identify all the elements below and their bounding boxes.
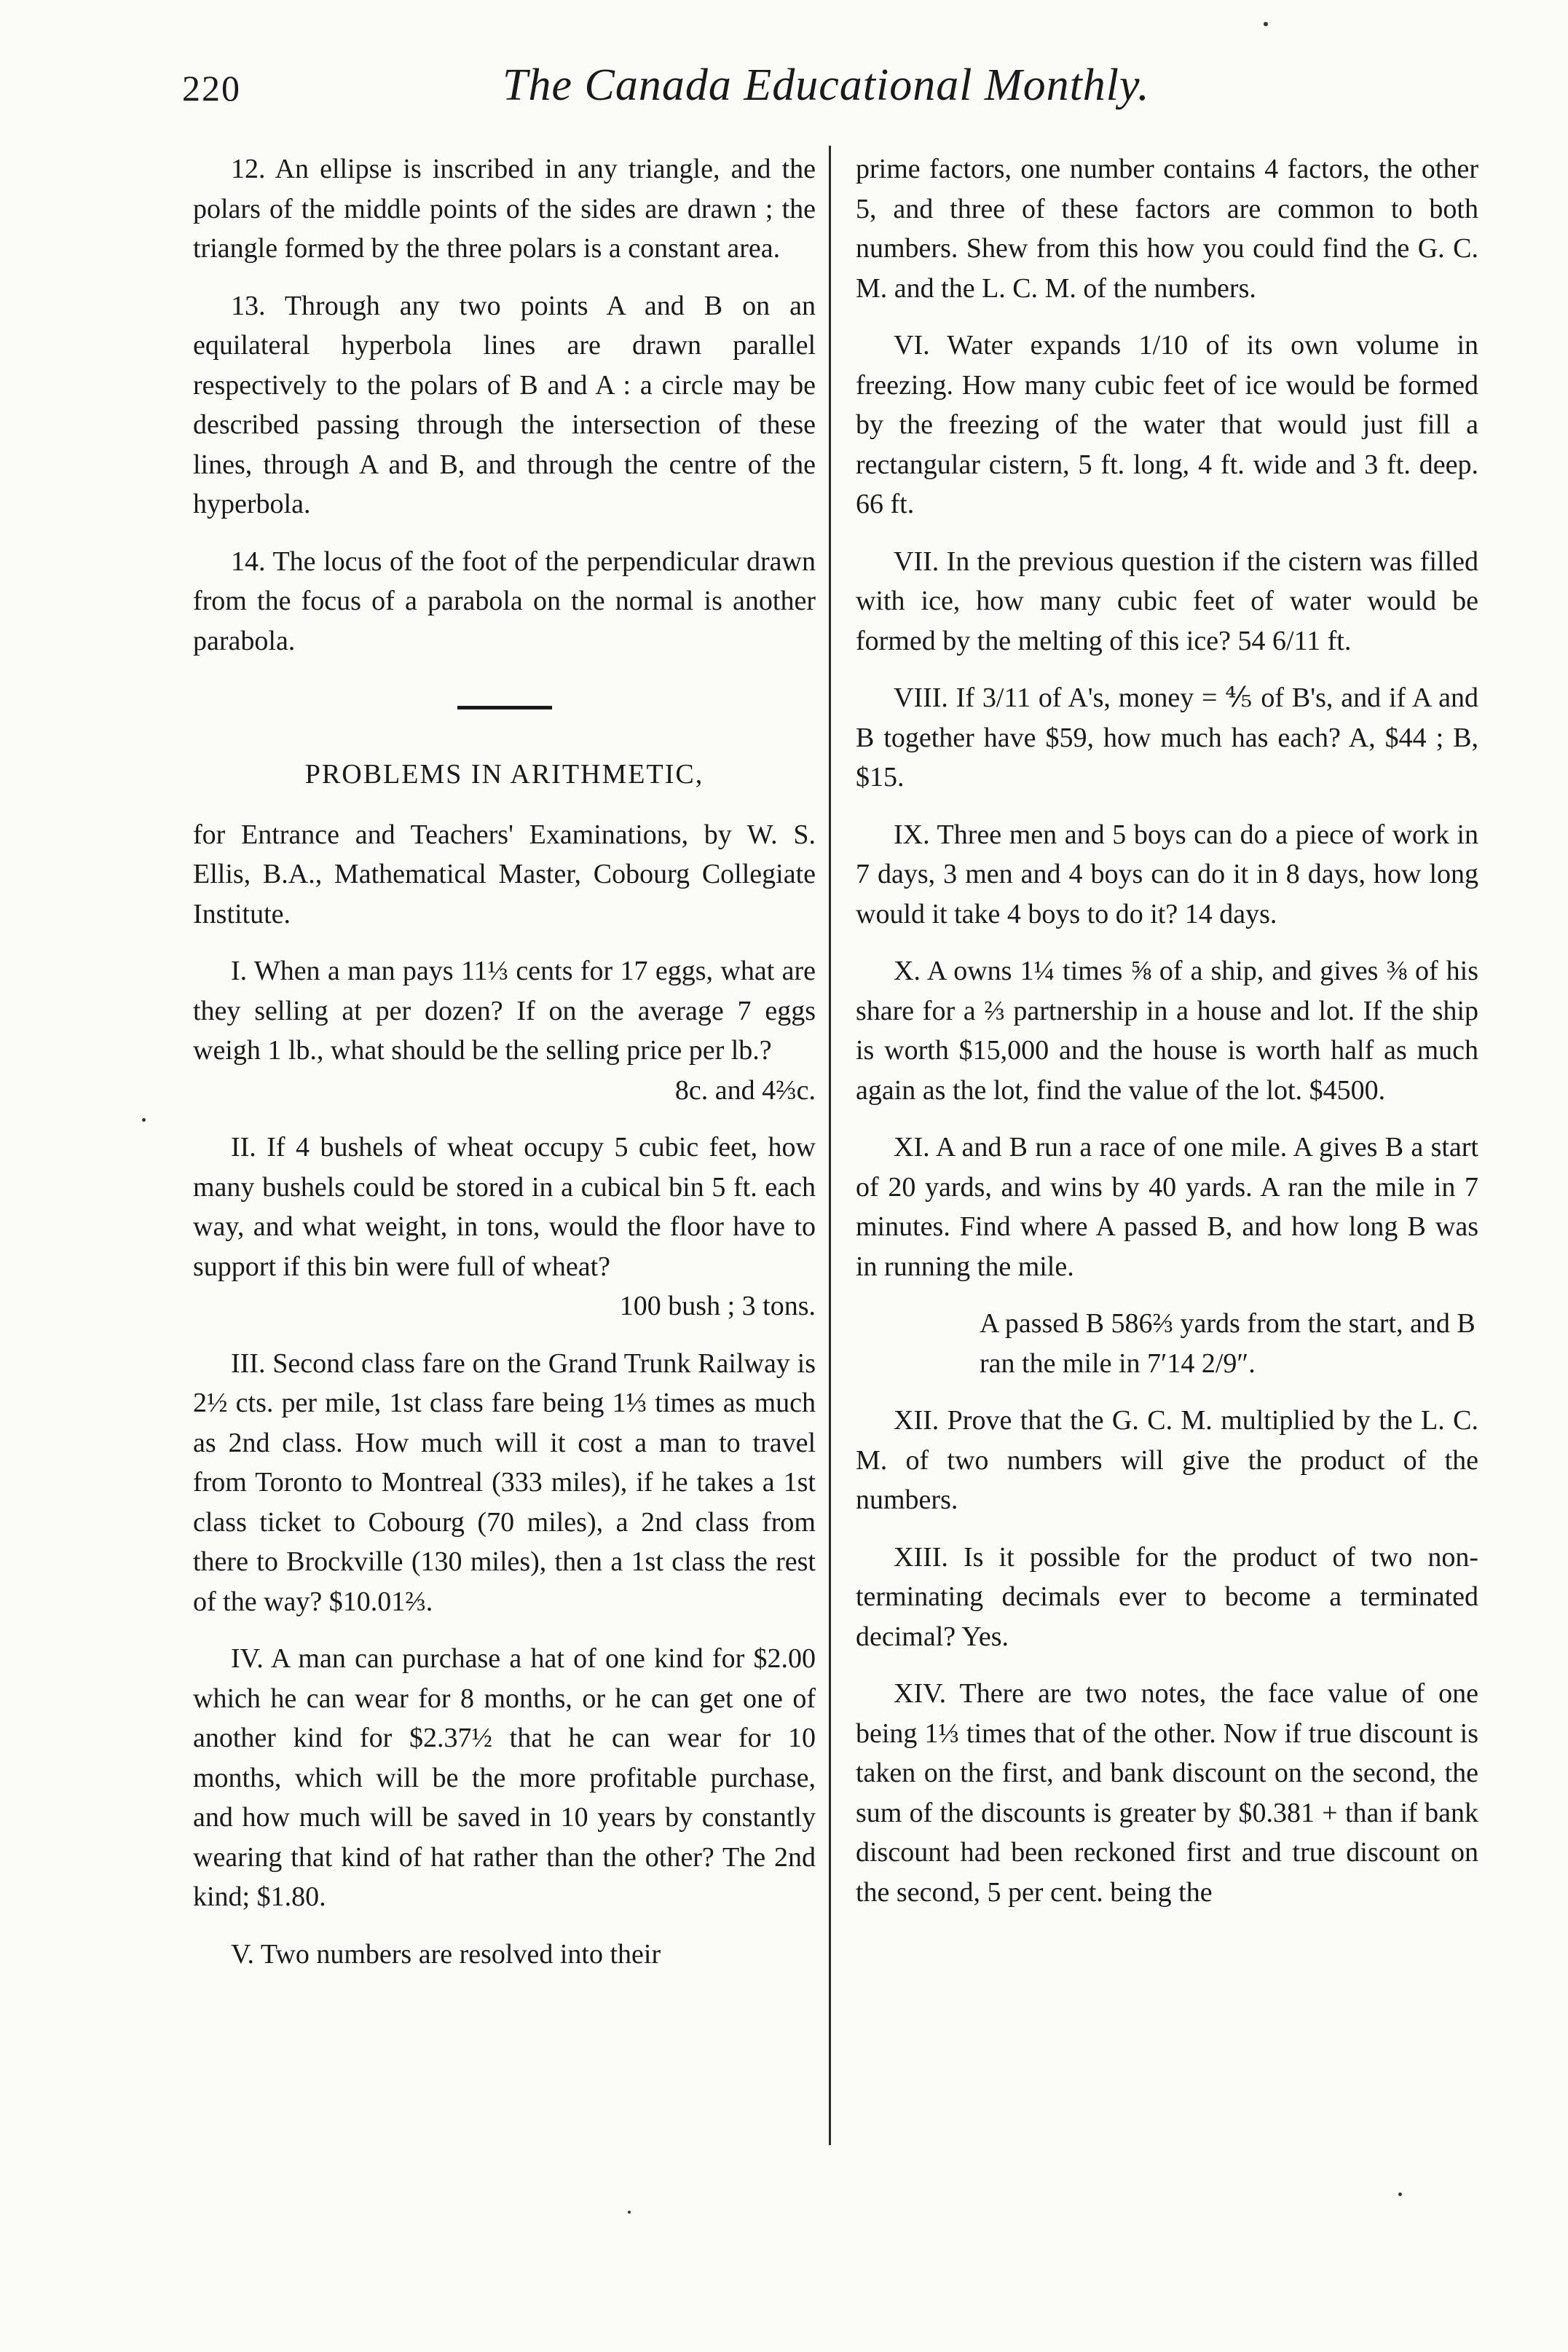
problem-XI [856,1128,1478,1286]
answer-I: 8c. and 4⅔c. [674,1074,816,1106]
answer-IX: 14 days. [1184,898,1277,929]
problem-VIII-text: VIII. If 3/11 of A's, money = ⅘ of B's, and if A and B together have $59, how much has each? [856,683,1478,753]
problem-XIII [856,1538,1478,1657]
problem-VI [856,326,1478,524]
problem-IV [193,1639,816,1917]
answer-X: $4500. [1309,1074,1386,1106]
problem-XIII-text: XIII. Is it possible for the product of two non-terminating decimals ever to become a terminated decimal? [856,1541,1478,1652]
left-column [193,149,816,1991]
column-divider [829,146,831,2145]
problem-13: 13. Through any two points A and B on an equilateral hyperbola lines are drawn parallel respectively to the polars of B and A : a circle may be described passing through the intersection of these lines, through A and B, and through the centre of the hyperbola. [193,290,816,519]
problem-IX [856,815,1478,935]
problem-I-text: I. When a man pays 11⅓ cents for 17 eggs, what are they selling at per dozen? If on the average 7 eggs weigh 1 lb., what should be the selling price per lb.? [193,956,816,1066]
right-column [856,149,1478,1930]
section-divider [457,706,552,709]
problem-VI-text: VI. Water expands 1/10 of its own volume in freezing. How many cubic feet of ice would be formed by the freezing of the water that would just fill a rectangular cistern, 5 ft. long, 4 ft. wide and 3 ft. deep. [856,330,1478,480]
problem-XIV: XIV. There are two notes, the face value of one being 1⅓ times that of the other. Now if true discount is taken on the first, and bank discount on the second, the sum of the discounts is greater by $0.381 + than if bank discount had been reckoned first and true discount on the second, 5 per cent. being the [856,1678,1478,1908]
page-header [182,60,1449,125]
answer-VIII: A, $44 ; B, $15. [856,722,1478,792]
answer-VII: 54 6/11 ft. [1237,625,1352,656]
answer-XI: A passed B 586⅔ yards from the start, and B ran the mile in 7′14 2/9″. [980,1308,1476,1379]
answer-XIII: Yes. [961,1621,1009,1652]
problem-IV-text: IV. A man can purchase a hat of one kind for $2.00 which he can wear for 8 months, or he can get one of another kind for $2.37½ that he can wear for 10 months, which will be the more profitable purchase, and how much will be saved in 10 years by constantly wearing that kind of hat rather than the other? [193,1643,816,1873]
problem-II-text: II. If 4 bushels of wheat occupy 5 cubic feet, how many bushels could be stored in a cubical bin 5 ft. each way, and what weight, in tons, would the floor have to support if this bin were full of wheat? [193,1132,816,1282]
page-number: 220 [182,68,241,109]
problem-IX-text: IX. Three men and 5 boys can do a piece of work in 7 days, 3 men and 4 boys can do it in 8 days, how long would it take 4 boys to do it? [856,819,1478,929]
problem-X [856,951,1478,1110]
problem-X-text: X. A owns 1¼ times ⅝ of a ship, and gives ⅜ of his share for a ⅔ partnership in a house and lot. If the ship is worth $15,000 and the house is worth half as much again as the lot, find the value of the lot. [856,956,1478,1106]
problem-XI-text: XI. A and B run a race of one mile. A gives B a start of 20 yards, and wins by 40 yards. A ran the mile in 7 minutes. Find where A passed B, and how long B was in running the mile. [856,1132,1478,1282]
answer-IV: The 2nd kind; $1.80. [193,1841,816,1912]
ink-speck [1264,22,1268,26]
answer-II: 100 bush ; 3 tons. [619,1291,816,1321]
problem-VII-text: VII. In the previous question if the cistern was filled with ice, how many cubic feet of water would be formed by the melting of this ice? [856,546,1478,656]
problem-I [193,951,816,1110]
problem-VIII [856,678,1478,798]
problem-V-continued: prime factors, one number contains 4 factors, the other 5, and three of these factors are common to both numbers. Shew from this how you could find the G. C. M. and the L. C. M. of the numbers. [856,154,1478,304]
problem-12: 12. An ellipse is inscribed in any triangle, and the polars of the middle points of the sides are drawn ; the triangle formed by the three polars is a constant area. [193,154,816,264]
problem-III [193,1344,816,1622]
problem-III-text: III. Second class fare on the Grand Trunk Railway is 2½ cts. per mile, 1st class fare being 1⅓ times as much as 2nd class. How much will it cost a man to travel from Toronto to Montreal (333 miles), if he takes a 1st class ticket to Cobourg (70 miles), a 2nd class from there to Brockville (130 miles), then a 1st class the rest of the way? [193,1348,816,1617]
problem-VII [856,542,1478,661]
section-title: PROBLEMS IN ARITHMETIC, [304,759,704,790]
problem-XII: XII. Prove that the G. C. M. multiplied by the L. C. M. of two numbers will give the product of the numbers. [856,1405,1478,1515]
ink-speck [1398,2192,1402,2196]
byline: for Entrance and Teachers' Examinations, by W. S. Ellis, B.A., Mathematical Master, Cobourg Collegiate Institute. [193,819,816,929]
answer-VI: 66 ft. [856,489,915,519]
running-title: The Canada Educational Monthly. [503,60,1150,110]
answer-III: $10.01⅔. [328,1586,433,1617]
problem-V: V. Two numbers are resolved into their [231,1938,661,1970]
ink-speck [628,2211,631,2214]
ink-speck [142,1118,146,1122]
problem-14: 14. The locus of the foot of the perpendicular drawn from the focus of a parabola on the normal is another parabola. [193,546,816,656]
problem-II [193,1128,816,1326]
